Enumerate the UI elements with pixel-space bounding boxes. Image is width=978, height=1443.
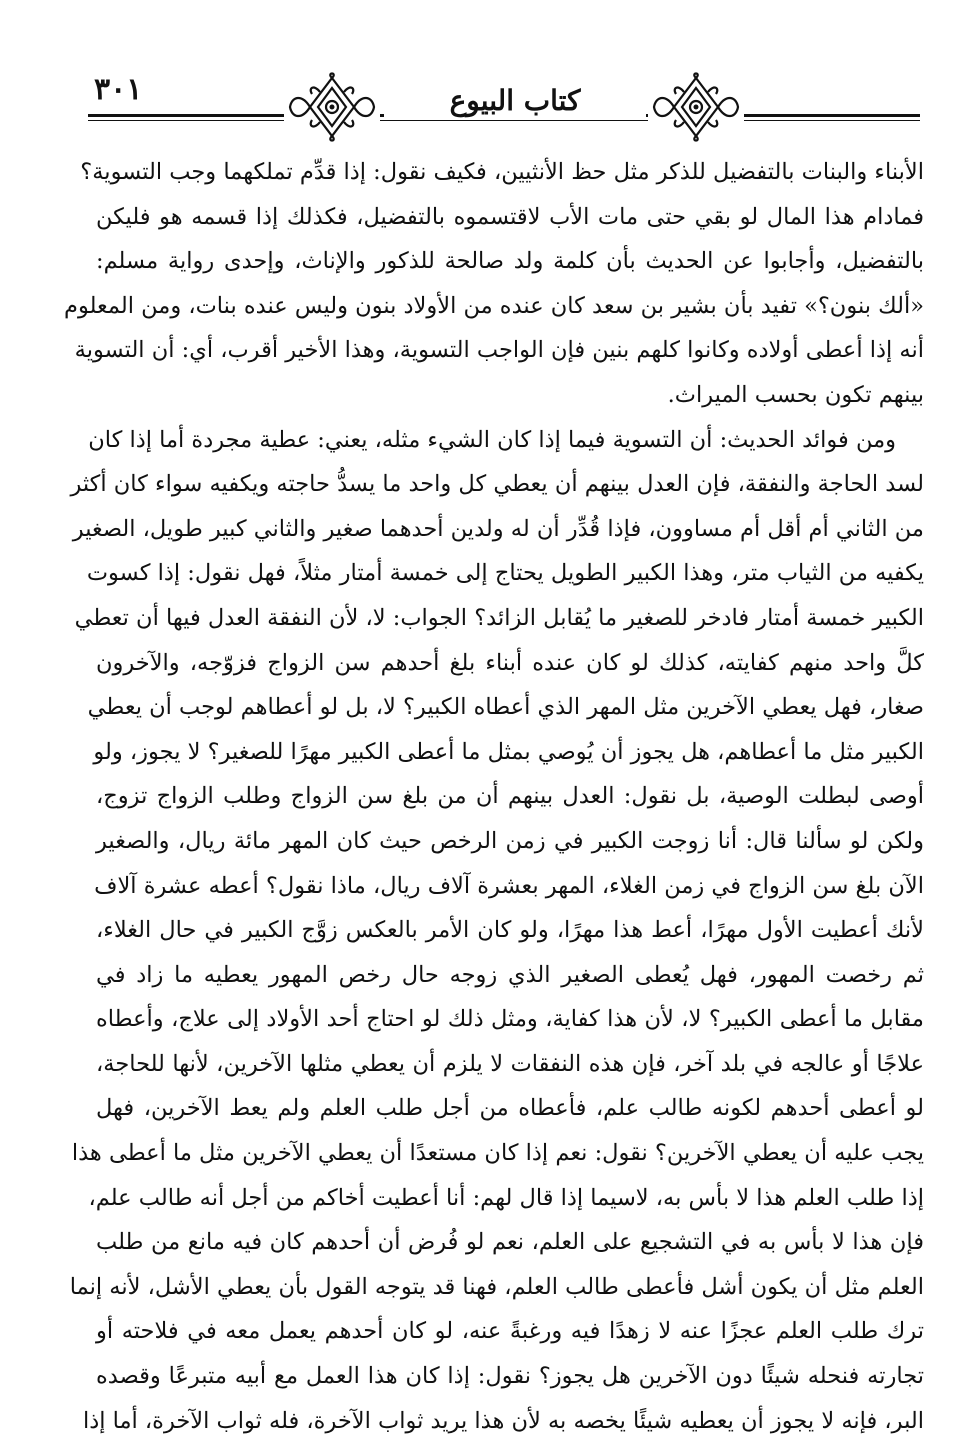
text-line: لأنك أعطيت الأول مهرًا، أعط هذا مهرًا، ولو كان الأمر بالعكس زوَّج الكبير في حال الغلاء، <box>96 917 924 944</box>
text-line: أنه إذا أعطى أولاده وكانوا كلهم بنين فإن الواجب التسوية، وهذا الأخير أقرب، أي: أن التسوية <box>74 337 924 364</box>
text-line: ترك طلب العلم عجزًا عنه لا زهدًا فيه ورغبةً عنه، لو كان أحدهم يعمل معه في فلاحته أو <box>96 1318 924 1345</box>
text-line: ثم رخصت المهور، فهل يُعطى الصغير الذي زوجه حال رخص المهور يعطيه ما زاد في <box>96 961 924 988</box>
text-line: الآن بلغ سن الزواج في زمن الغلاء، المهر بعشرة آلاف ريال، ماذا نقول؟ أعطه عشرة آلاف <box>94 872 924 899</box>
text-line: «ألك بنون؟» تفيد بأن بشير بن سعد كان عنده من الأولاد بنون وليس عنده بنات، ومن المعلوم <box>64 292 924 319</box>
text-line: البر، فإنه لا يجوز أن يعطيه شيئًا يخصه به لأن هذا يريد ثواب الآخرة، فله ثواب الآخرة، أما إذا <box>82 1407 924 1434</box>
text-line: فإن هذا لا بأس به في التشجيع على العلم، نعم لو فُرض أن أحدهم كان فيه مانع من طلب <box>96 1229 924 1256</box>
text-line: من الثاني أم أقل أم مساوون، فإذا قُدِّر أن له ولدين أحدهما صغير والثاني كبير طويل، الصغير <box>72 515 924 542</box>
ornament-icon <box>648 72 744 142</box>
page-header <box>88 68 920 148</box>
text-line: بينهم تكون بحسب الميراث. <box>667 381 924 408</box>
ornament-icon <box>284 72 380 142</box>
text-line: صغار، فهل يعطي الآخرين مثل المهر الذي أعطاه الكبير؟ لا، بل لو أعطاهم لوجب أن يعطي <box>87 694 924 721</box>
body-text <box>64 150 924 1443</box>
text-line: الأبناء والبنات بالتفضيل للذكر مثل حظ الأنثيين، فكيف نقول: إذا قدِّم تملكهما وجب التسوية؟ <box>80 159 924 185</box>
text-line: يجب عليه أن يعطي الآخرين؟ نقول: نعم إذا كان مستعدًا أن يعطي الآخرين مثل ما أعطى هذا <box>71 1140 924 1167</box>
text-line: لسد الحاجة والنفقة، فإن العدل بينهم أن يعطي كل واحد ما يسدُّ حاجته ويكفيه سواء كان أكثر <box>70 471 924 498</box>
text-line: يكفيه من الثياب متر، وهذا الكبير الطويل يحتاج إلى خمسة أمتار مثلاً، فهل نقول: إذا كسوت <box>86 560 924 587</box>
text-line: أوصى لبطلت الوصية، بل نقول: العدل بينهم أن من بلغ سن الزواج وطلب الزواج تزوج، <box>96 783 924 810</box>
text-line: الكبير خمسة أمتار فادخر للصغير ما يُقابل الزائد؟ الجواب: لا، لأن النفقة العدل فيها أن تعطي <box>74 604 924 631</box>
header-rule-thin <box>88 120 920 121</box>
text-line: تجارته فنحله شيئًا دون الآخرين هل يجوز؟ نقول: إذا كان هذا العمل مع أبيه متبرعًا وقصده <box>96 1363 924 1390</box>
text-line: ومن فوائد الحديث: أن التسوية فيما إذا كان الشيء مثله، يعني: عطية مجردة أما إذا كان <box>88 426 896 453</box>
text-line: إذا طلب العلم هذا لا بأس به، لاسيما إذا قال لهم: أنا أعطيت أخاكم من أجل أنه طالب علم، <box>88 1184 924 1211</box>
text-line: علاجًا أو عالجه في بلد آخر، فإن هذه النفقات لا يلزم أن يعطي مثلها الآخرين، لأنها للحاجة، <box>96 1050 924 1077</box>
text-line: ولكن لو سألنا قال: أنا زوجت الكبير في زمن الرخص حيث كان المهر مائة ريال، والصغير <box>96 827 924 854</box>
chapter-title: كتاب البيوع <box>384 82 646 119</box>
text-line: مقابل ما أعطى الكبير؟ لا، لأن هذا كفاية، ومثل ذلك لو احتاج أحد الأولاد إلى علاج، وأعطاه <box>96 1006 924 1033</box>
text-line: لو أعطى أحدهم لكونه طالب علم، فأعطاه من أجل طلب العلم ولم يعط الآخرين، فهل <box>96 1095 924 1122</box>
text-line: كلَّ واحد منهم كفايته، كذلك لو كان عنده أبناء بلغ أحدهم سن الزواج فزوّجه، والآخرون <box>96 649 924 676</box>
text-line: الكبير مثل ما أعطاهم، هل يجوز أن يُوصي بمثل ما أعطى الكبير مهرًا للصغير؟ لا يجوز، ولو <box>93 738 924 765</box>
text-line: العلم مثل أن يكون أشل فأعطى طالب العلم، فهنا قد يتوجه القول بأن يعطي الأشل، لأنه إنما <box>69 1273 924 1300</box>
text-line: فمادام هذا المال لو بقي حتى مات الأب لاقتسموه بالتفضيل، فكذلك إذا قسمه هو فليكن <box>96 203 924 230</box>
page-number: ٣٠١ <box>94 72 143 107</box>
text-line: بالتفضيل، وأجابوا عن الحديث بأن كلمة ولد صالحة للذكور والإناث، وإحدى رواية مسلم: <box>96 248 924 275</box>
